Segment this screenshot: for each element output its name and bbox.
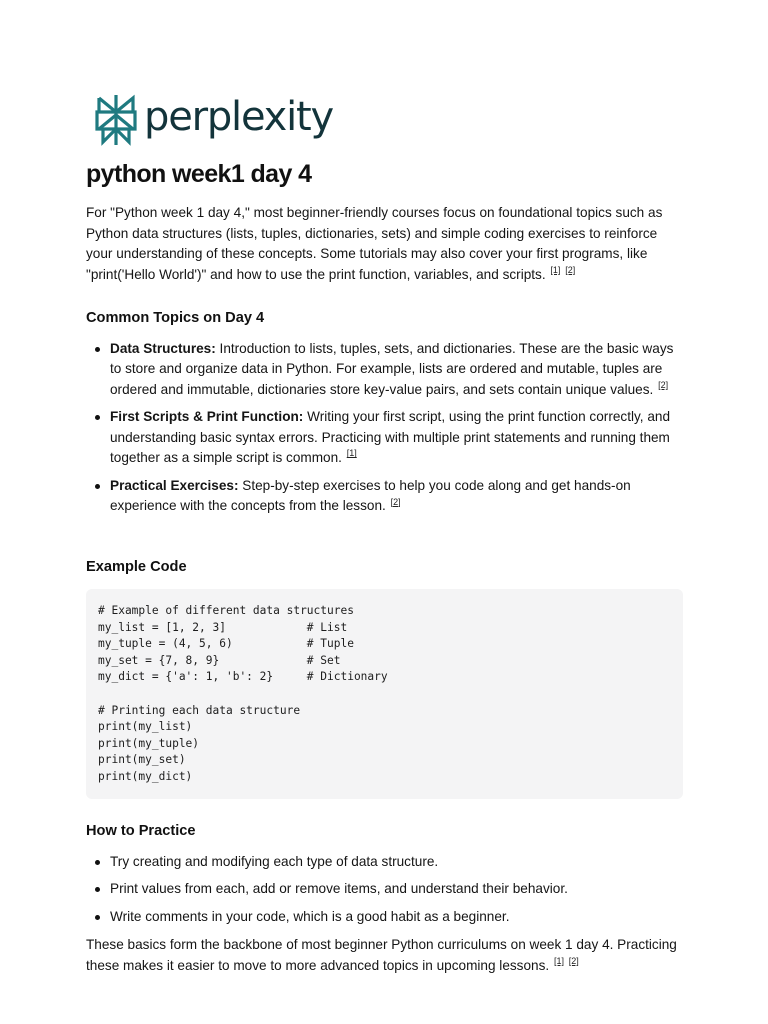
list-item: Try creating and modifying each type of data structure. <box>86 852 684 872</box>
page-title: python week1 day 4 <box>86 160 312 188</box>
citation-link[interactable]: [1] <box>550 264 561 275</box>
item-text: Step-by-step exercises to help you code along and get hands-on experience with the concepts from the lesson. <box>110 477 631 514</box>
citation-link[interactable]: [1] <box>553 955 564 966</box>
conclusion-text: These basics form the backbone of most beginner Python curriculums on week 1 day 4. Practicing these makes it easier to move to more advanced topics in upcoming lessons. <box>86 937 677 973</box>
citation-link[interactable]: [1] <box>346 448 357 459</box>
list-item <box>86 407 684 468</box>
item-lead: Data Structures: <box>110 341 216 356</box>
section-heading-how-to-practice: How to Practice <box>86 823 196 839</box>
citation-link[interactable]: [2] <box>390 496 401 507</box>
item-lead: Practical Exercises: <box>110 477 239 493</box>
perplexity-logo-icon <box>94 93 138 147</box>
conclusion-paragraph <box>86 935 686 976</box>
intro-paragraph <box>86 203 686 285</box>
list-item <box>86 339 684 400</box>
citation-link[interactable]: [2] <box>658 380 669 391</box>
citation-link[interactable]: [2] <box>565 264 576 275</box>
how-to-practice-list <box>86 852 684 934</box>
perplexity-logo <box>94 92 333 148</box>
perplexity-wordmark: perplexity <box>144 94 333 140</box>
citation-link[interactable]: [2] <box>568 955 579 966</box>
item-text: Writing your first script, using the print function correctly, and understanding basic syntax errors. Practicing with multiple print statements and running them together as a simple script is common. <box>110 409 671 465</box>
item-lead: First Scripts & Print Function: <box>110 409 304 425</box>
list-item <box>86 476 684 517</box>
section-heading-common-topics: Common Topics on Day 4 <box>86 310 265 326</box>
item-text: Introduction to lists, tuples, sets, and dictionaries. These are the basic ways to store and organize data in Python. For example, lists are ordered and mutable, tuples are ordered and immutable, dictionaries store key-value pairs, and sets contain unique values. <box>110 341 674 397</box>
common-topics-list <box>86 339 684 524</box>
section-heading-example-code: Example Code <box>86 559 187 575</box>
list-item: Print values from each, add or remove items, and understand their behavior. <box>86 879 684 899</box>
intro-text: For "Python week 1 day 4," most beginner-friendly courses focus on foundational topics such as Python data structures (lists, tuples, dictionaries, sets) and simple coding exercises to reinforce your understanding of these concepts. Some tutorials may also cover your first programs, like "print('Hello World')" and how to use the print function, variables, and scripts. <box>86 205 663 282</box>
code-block[interactable] <box>86 589 683 799</box>
code-content: # Example of different data structures my_list = [1, 2, 3] # List my_tuple = (4, 5, 6) # Tuple my_set = {7, 8, 9} # Set my_dict = {'a': 1, 'b': 2} # Dictionary # Printing each data structure print(my_list) print(my_tuple) print(my_set) print(my_dict) <box>98 604 388 783</box>
list-item: Write comments in your code, which is a good habit as a beginner. <box>86 907 684 927</box>
